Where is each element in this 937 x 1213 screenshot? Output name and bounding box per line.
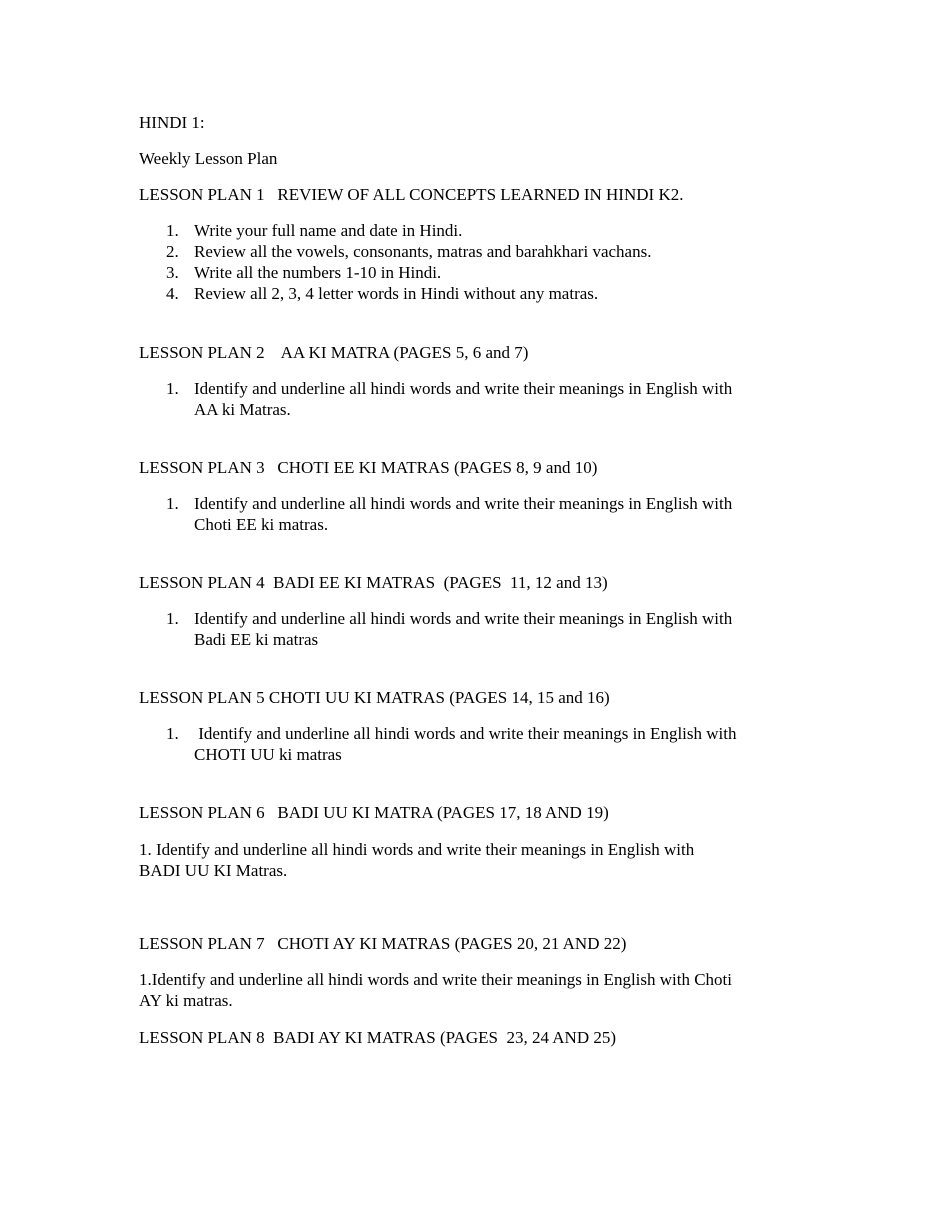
lesson-7-task-line: AY ki matras. — [139, 991, 233, 1010]
item-text: Review all 2, 3, 4 letter words in Hindi without any matras. — [194, 284, 599, 303]
list-item — [166, 262, 441, 283]
item-text: Write all the numbers 1-10 in Hindi. — [194, 263, 442, 282]
lesson-6-heading: LESSON PLAN 6 BADI UU KI MATRA (PAGES 17, 18 AND 19) — [139, 803, 609, 822]
list-item — [166, 493, 732, 514]
item-text: Identify and underline all hindi words and write their meanings in English with — [194, 724, 737, 743]
item-text: Write your full name and date in Hindi. — [194, 221, 463, 240]
list-item — [166, 723, 736, 744]
item-number: 1. — [166, 379, 179, 398]
item-number: 1. — [166, 609, 179, 628]
list-item — [166, 608, 732, 629]
item-text: Review all the vowels, consonants, matras and barahkhari vachans. — [194, 242, 652, 261]
list-item — [166, 283, 598, 304]
lesson-2-heading: LESSON PLAN 2 AA KI MATRA (PAGES 5, 6 and 7) — [139, 343, 529, 362]
item-number: 1. — [166, 724, 179, 743]
course-title: HINDI 1: — [139, 113, 205, 132]
lesson-8-heading: LESSON PLAN 8 BADI AY KI MATRAS (PAGES 23, 24 AND 25) — [139, 1028, 617, 1047]
item-text-continued: Badi EE ki matras — [194, 630, 319, 649]
lesson-1-heading: LESSON PLAN 1 REVIEW OF ALL CONCEPTS LEARNED IN HINDI K2. — [139, 185, 684, 204]
lesson-7-task-line: 1.Identify and underline all hindi words and write their meanings in English with Choti — [139, 970, 733, 989]
lesson-6-task-line: BADI UU KI Matras. — [139, 861, 288, 880]
item-number: 1. — [166, 221, 179, 240]
item-text-continued: Choti EE ki matras. — [194, 515, 329, 534]
item-text: Identify and underline all hindi words and write their meanings in English with — [194, 379, 733, 398]
lesson-4-heading: LESSON PLAN 4 BADI EE KI MATRAS (PAGES 11, 12 and 13) — [139, 573, 608, 592]
lesson-3-heading: LESSON PLAN 3 CHOTI EE KI MATRAS (PAGES 8, 9 and 10) — [139, 458, 598, 477]
lesson-6-task-line: 1. Identify and underline all hindi words and write their meanings in English with — [139, 840, 695, 859]
item-text: Identify and underline all hindi words and write their meanings in English with — [194, 494, 733, 513]
item-number: 1. — [166, 494, 179, 513]
list-item — [166, 241, 651, 262]
lesson-7-heading: LESSON PLAN 7 CHOTI AY KI MATRAS (PAGES 20, 21 AND 22) — [139, 934, 627, 953]
list-item — [166, 378, 732, 399]
list-item — [166, 220, 462, 241]
item-text-continued: AA ki Matras. — [194, 400, 291, 419]
item-number: 3. — [166, 263, 179, 282]
lesson-5-heading: LESSON PLAN 5 CHOTI UU KI MATRAS (PAGES 14, 15 and 16) — [139, 688, 610, 707]
item-number: 4. — [166, 284, 179, 303]
document-subtitle: Weekly Lesson Plan — [139, 149, 278, 168]
item-text-continued: CHOTI UU ki matras — [194, 745, 342, 764]
item-text: Identify and underline all hindi words and write their meanings in English with — [194, 609, 733, 628]
item-number: 2. — [166, 242, 179, 261]
